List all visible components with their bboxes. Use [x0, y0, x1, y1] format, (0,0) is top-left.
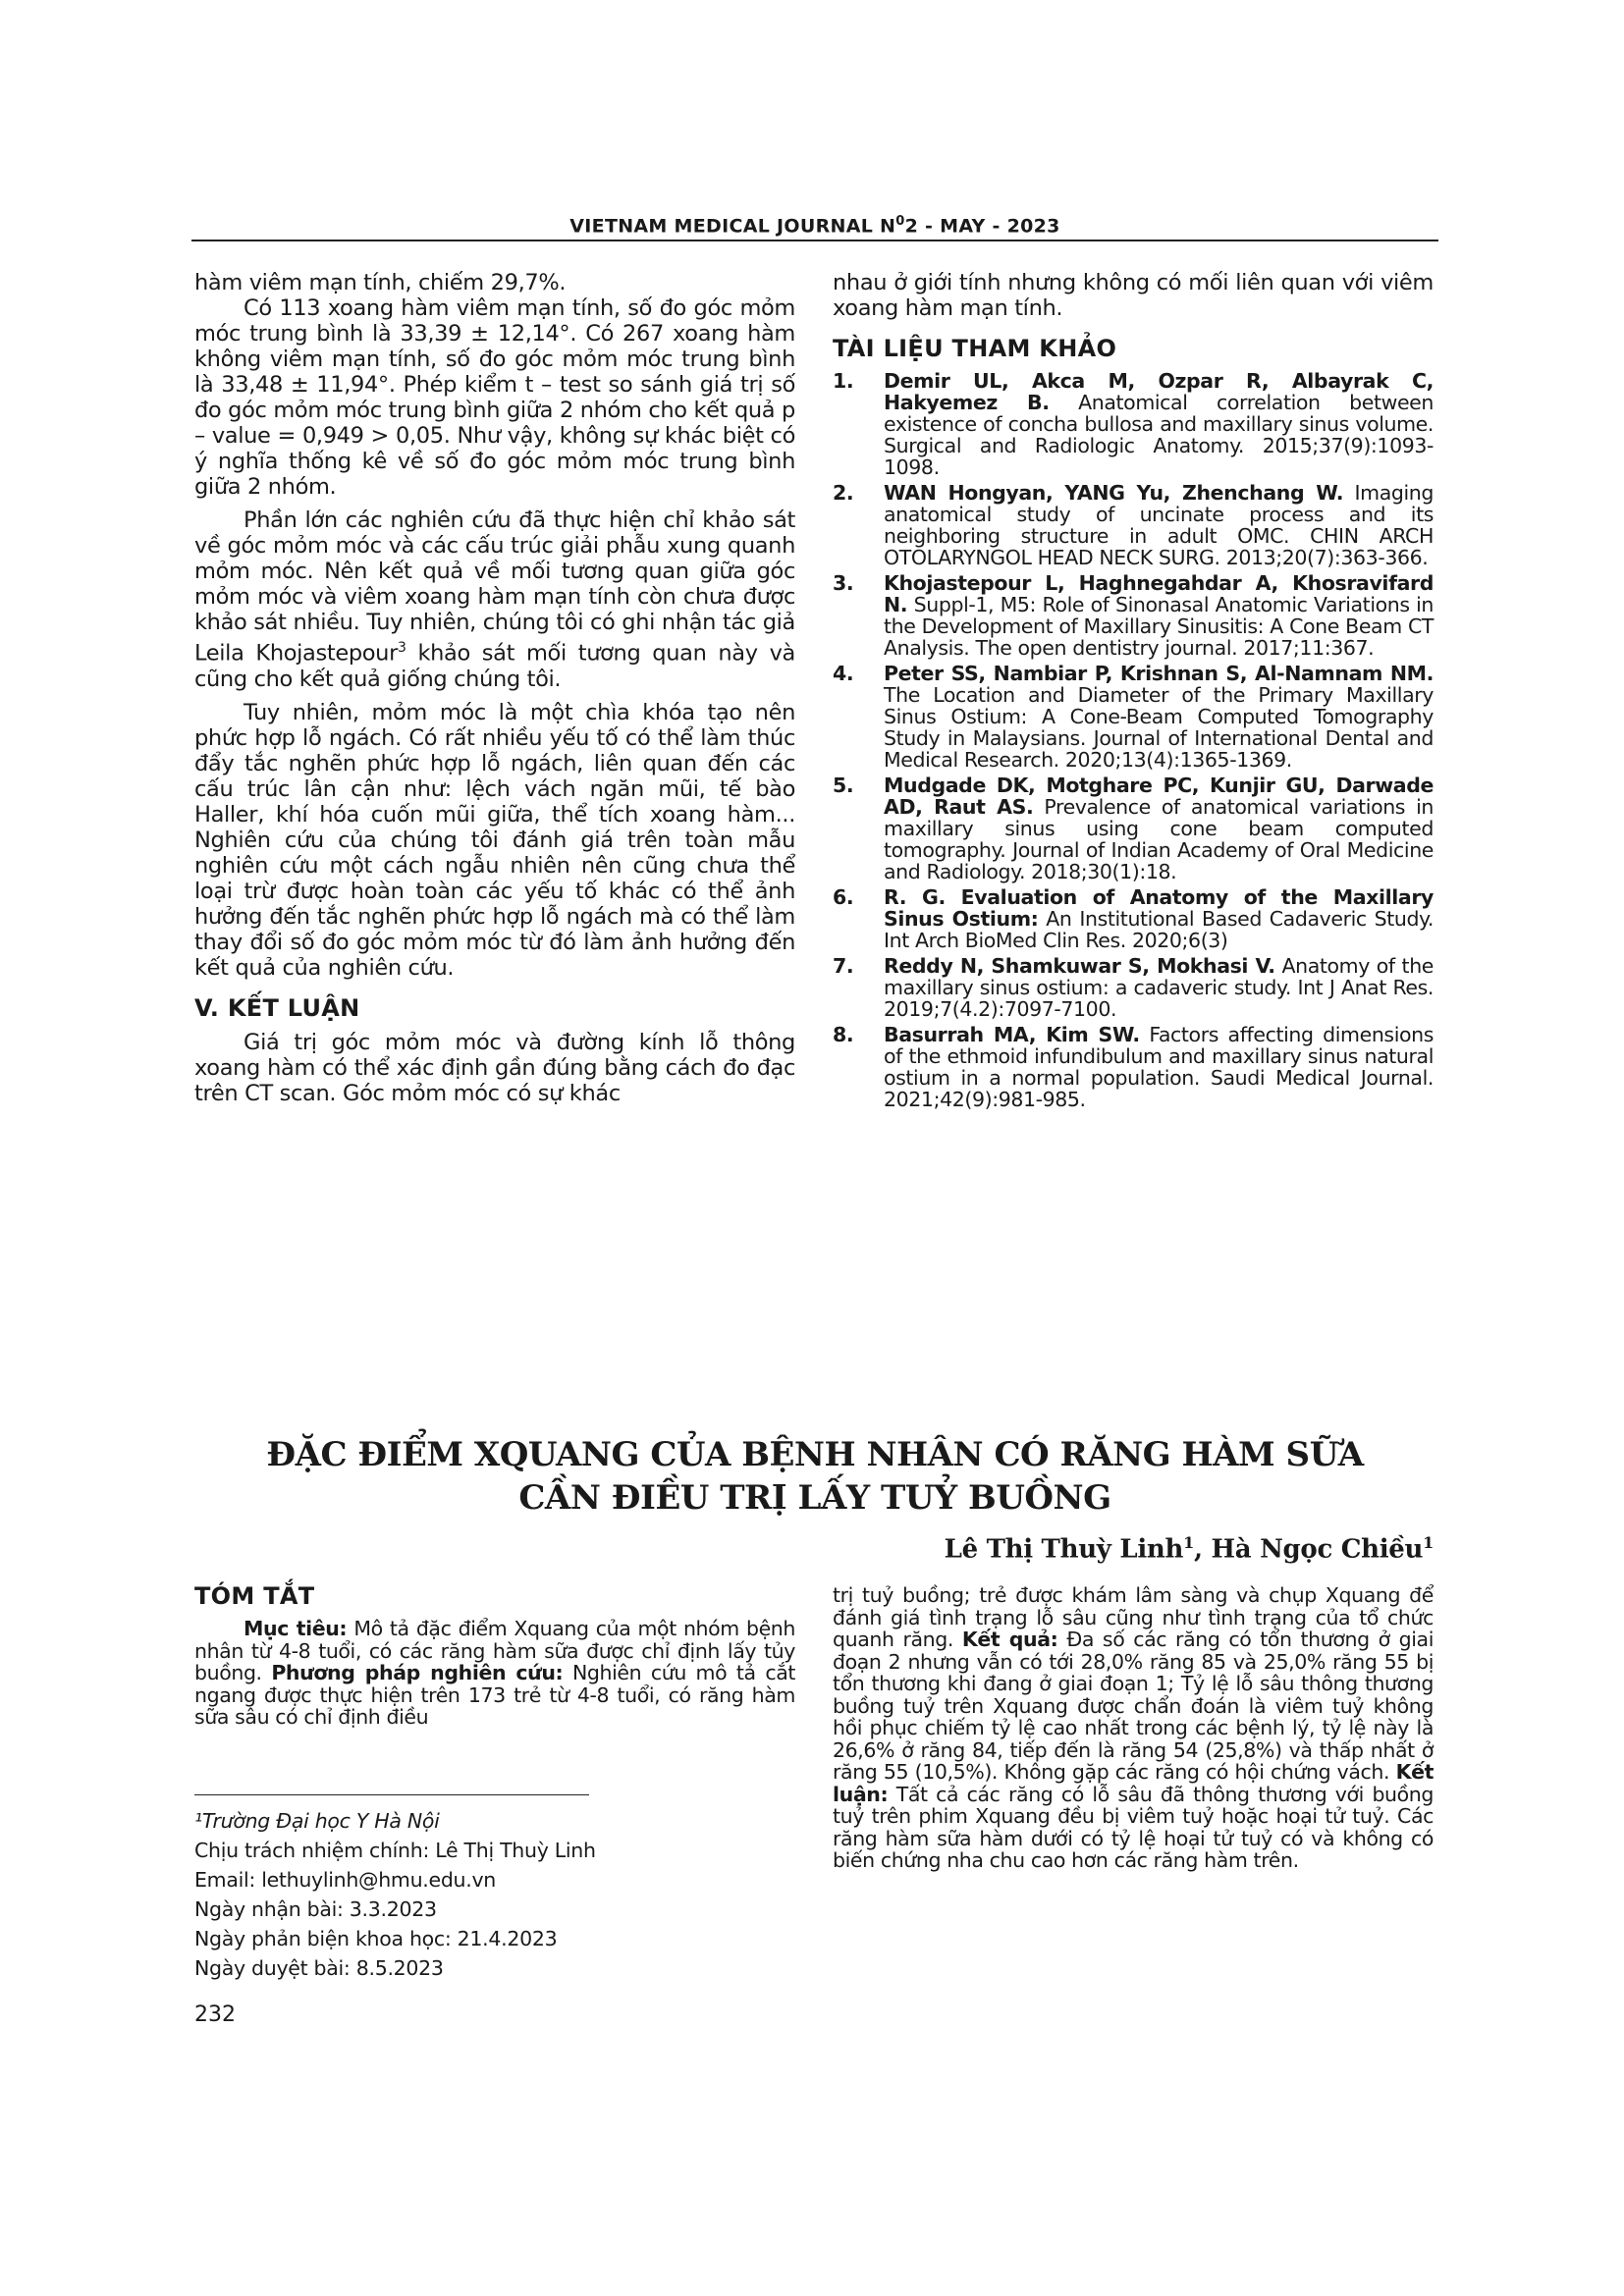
paragraph: Tuy nhiên, mỏm móc là một chìa khóa tạo nên phức hợp lỗ ngách. Có rất nhiều yếu tố có thể làm thúc đẩy tắc nghẽn phức hợp lỗ ngách, liên quan đến các cấu trúc lân cận như: lệch vách ngăn mũi, tế bào Haller, khí hóa cuốn mũi giữa, thể tích xoang hàm... Nghiên cứu của chúng tôi đánh giá trên toàn mẫu nghiên cứu một cách ngẫu nhiên nên cũng chưa thể loại trừ được hoàn toàn các yếu tố khác có thể ảnh hưởng đến tắc nghẽn phức hợp lỗ ngách mà có thể làm thay đổi số đo góc mỏm móc từ đó làm ảnh hưởng đến kết quả của nghiên cứu. [194, 699, 795, 981]
reference-list [833, 370, 1434, 1110]
abstract-paragraph: trị tuỷ buồng; trẻ được khám lâm sàng và chụp Xquang để đánh giá tình trạng lỗ sâu cũng như tình trạng của tổ chức quanh răng. Kết quả: Đa số các răng có tổn thương ở giai đoạn 2 nhưng vẫn có tới 28,0% răng 85 và 25,0% răng 55 bị tổn thương khi đang ở giai đoạn 1; Tỷ lệ lỗ sâu thông thương buồng tuỷ trên Xquang được chẩn đoán là viêm tuỷ không hồi phục chiếm tỷ lệ cao nhất trong các bệnh lý, tỷ lệ này là 26,6% ở răng 84, tiếp đến là răng 54 (25,8%) và thấp nhất ở răng 55 (10,5%). Không gặp các răng có hội chứng vách. Kết luận: Tất cả các răng có lỗ sâu đã thông thương với buồng tuỷ trên phim Xquang đều bị viêm tuỷ hoặc hoại tử tuỷ. Các răng hàm sữa hàm dưới có tỷ lệ hoại tử tuỷ có và không có biến chứng nha chu cao hơn các răng hàm trên. [833, 1583, 1434, 1872]
paragraph: hàm viêm mạn tính, chiếm 29,7%. [194, 270, 567, 295]
accepted-date: Ngày duyệt bài: 8.5.2023 [194, 1956, 444, 1980]
article-authors: Lê Thị Thuỳ Linh$^1$, Hà Ngọc Chiều$^1$ [944, 1533, 1434, 1565]
reference-item: 1. Demir UL, Akca M, Ozpar R, Albayrak C, Hakyemez B. Anatomical correlation between existence of concha bullosa and maxillary sinus volume. Surgical and Radiologic Anatomy. 2015;37(9):1093-1098. [833, 369, 1434, 479]
running-header: VIETNAM MEDICAL JOURNAL $N^02$ - MAY - 2023 [569, 214, 1060, 238]
affiliation: ¹Trường Đại học Y Hà Nội [194, 1809, 440, 1833]
reference-item: 7. Reddy N, Shamkuwar S, Mokhasi V. Anatomy of the maxillary sinus ostium: a cadaveric study. Int J Anat Res. 2019;7(4.2):7097-7100. [833, 954, 1434, 1021]
footnotes [194, 1806, 795, 1983]
left-column [194, 270, 795, 1106]
reviewed-date: Ngày phản biện khoa học: 21.4.2023 [194, 1927, 558, 1950]
responsible-author: Chịu trách nhiệm chính: Lê Thị Thuỳ Linh [194, 1839, 596, 1862]
reference-item: 6. R. G. Evaluation of Anatomy of the Maxillary Sinus Ostium: An Institutional Based Cadaveric Study. Int Arch BioMed Clin Res. 2020;6(3) [833, 885, 1434, 952]
footnote-rule [194, 1794, 589, 1795]
paragraph: Phần lớn các nghiên cứu đã thực hiện chỉ khảo sát về góc mỏm móc và các cấu trúc giải phẫu xung quanh mỏm móc. Nên kết quả về mối tương quan giữa góc mỏm móc và viêm xoang hàm mạn tính còn chưa được khảo sát nhiều. Tuy nhiên, chúng tôi có ghi nhận tác giả Leila Khojastepour$^3$ khảo sát mối tương quan này và cũng cho kết quả giống chúng tôi. [194, 507, 795, 692]
reference-item: 4. Peter SS, Nambiar P, Krishnan S, Al-Namnam NM. The Location and Diameter of the Primary Maxillary Sinus Ostium: A Cone-Beam Computed Tomography Study in Malaysians. Journal of International Dental and Medical Research. 2020;13(4):1365-1369. [833, 662, 1434, 772]
reference-item: 3. Khojastepour L, Haghnegahdar A, Khosravifard N. Suppl-1, M5: Role of Sinonasal Anatomic Variations in the Development of Maxillary Sinusitis: A Cone Beam CT Analysis. The open dentistry journal. 2017;11:367. [833, 571, 1434, 660]
article-title: ĐẶC ĐIỂM XQUANG CỦA BỆNH NHÂN CÓ RĂNG HÀM SỮA CẦN ĐIỀU TRỊ LẤY TUỶ BUỒNG [266, 1435, 1364, 1518]
paragraph: Có 113 xoang hàm viêm mạn tính, số đo góc mỏm móc trung bình là 33,39 ± 12,14°. Có 267 xoang hàm không viêm mạn tính, số đo góc mỏm móc trung bình là 33,48 ± 11,94°. Phép kiểm t – test so sánh giá trị số đo góc mỏm móc trung bình giữa 2 nhóm cho kết quả p – value = 0,949 > 0,05. Như vậy, không sự khác biệt có ý nghĩa thống kê về số đo góc mỏm móc trung bình giữa 2 nhóm. [194, 295, 795, 500]
abstract-left [194, 1582, 795, 1729]
abstract-paragraph: Mục tiêu: Mô tả đặc điểm Xquang của một nhóm bệnh nhân từ 4-8 tuổi, có các răng hàm sữa được chỉ định lấy tủy buồng. Phương pháp nghiên cứu: Nghiên cứu mô tả cắt ngang được thực hiện trên 173 trẻ từ 4-8 tuổi, có răng hàm sữa sâu có chỉ định điều [194, 1617, 795, 1729]
right-column [833, 270, 1434, 1114]
paragraph: Giá trị góc mỏm móc và đường kính lỗ thông xoang hàm có thể xác định gần đúng bằng cách đo đạc trên CT scan. Góc mỏm móc có sự khác [194, 1029, 795, 1106]
paragraph: nhau ở giới tính nhưng không có mối liên quan với viêm xoang hàm mạn tính. [833, 270, 1434, 321]
abstract-right [833, 1584, 1434, 1872]
reference-item: 5. Mudgade DK, Motghare PC, Kunjir GU, Darwade AD, Raut AS. Prevalence of anatomical variations in maxillary sinus using cone beam computed tomography. Journal of Indian Academy of Oral Medicine and Radiology. 2018;30(1):18. [833, 774, 1434, 883]
references-heading: TÀI LIỆU THAM KHẢO [833, 335, 1117, 362]
reference-item: 2. WAN Hongyan, YANG Yu, Zhenchang W. Imaging anatomical study of uncinate process and its neighboring structure in adult OMC. CHIN ARCH OTOLARYNGOL HEAD NECK SURG. 2013;20(7):363-366. [833, 481, 1434, 569]
section-heading: V. KẾT LUẬN [194, 993, 360, 1022]
header-rule [191, 240, 1438, 241]
reference-item: 8. Basurrah MA, Kim SW. Factors affecting dimensions of the ethmoid infundibulum and maxillary sinus natural ostium in a normal population. Saudi Medical Journal. 2021;42(9):981-985. [833, 1023, 1435, 1111]
abstract-heading: TÓM TẮT [194, 1582, 315, 1610]
email: Email: lethuylinh@hmu.edu.vn [194, 1868, 496, 1892]
received-date: Ngày nhận bài: 3.3.2023 [194, 1897, 437, 1921]
page-number: 232 [194, 2002, 236, 2027]
